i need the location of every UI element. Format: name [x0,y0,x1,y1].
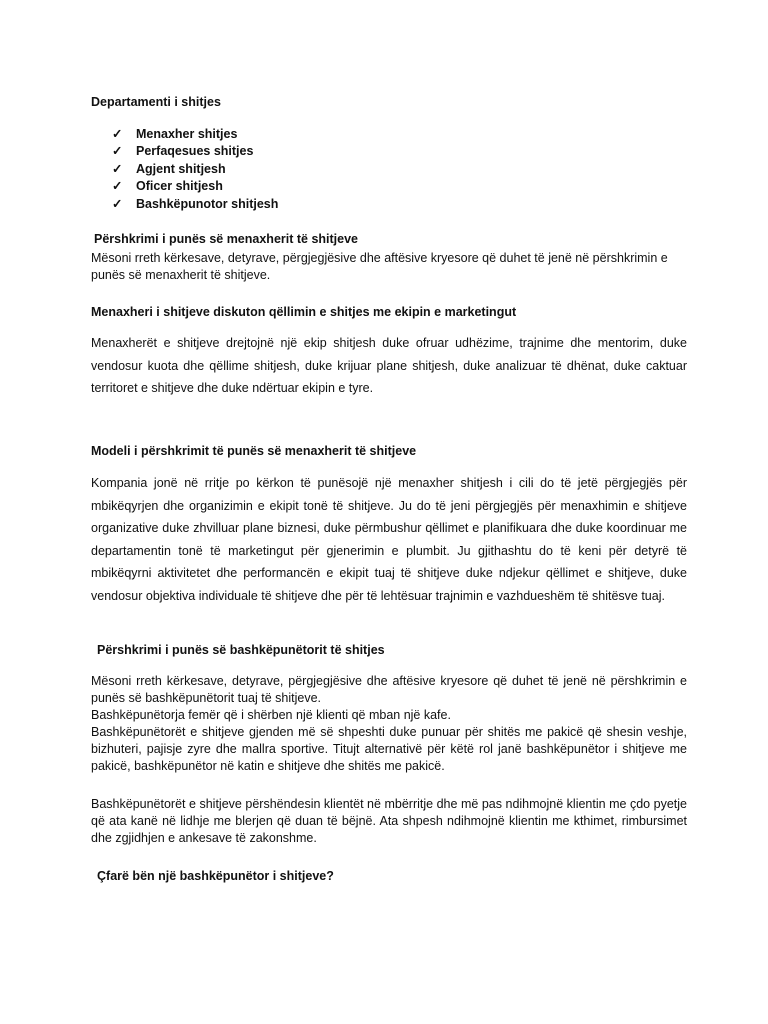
role-label: Bashkëpunotor shitjesh [136,196,279,211]
heading-sales-manager-discusses: Menaxheri i shitjeve diskuton qëllimin e shitjes me ekipin e marketingut [91,305,517,319]
checkmark-icon: ✓ [112,144,123,159]
text-line: Bashkëpunëtorja femër që i shërben një klienti që mban një kafe. [91,708,451,722]
role-label: Perfaqesues shitjes [136,144,254,159]
text-line: Mësoni rreth kërkesave, detyrave, përgjegjësive dhe aftësive kryesore që duhet të jenë në përshkrimin e punës së bashkëpunëtorit tuaj të shitjeve. [91,674,687,705]
heading-sales-department: Departamenti i shitjes [91,95,221,109]
list-item [112,161,278,178]
paragraph-sales-associate-duties: Bashkëpunëtorët e shitjeve përshëndesin klientët në mbërritje dhe më pas ndihmojnë klientin me çdo pyetje që ata kanë në lidhje me blerjen që duan të bëjnë. Ata shpesh ndihmojnë klientin me kthimet, rimbursimet dhe zgjidhjen e ankesave të zakonshme. [91,797,687,845]
heading-what-sales-associate-does: Çfarë bën një bashkëpunëtor i shitjeve? [97,869,334,883]
list-item [112,143,278,160]
paragraph-job-description-model: Kompania jonë në rritje po kërkon të punësojë një menaxher shitjesh i cili do të jetë përgjegjës për mbikëqyrjen dhe organizimin e ekipit tonë të shitjeve. Ju do të jeni përgjegjës për menaxhimin e shitjeve organizative duke zhvilluar plane biznesi, duke përmbushur qëllimet e planifikuara dhe duke koordinuar me departamentin tonë të marketingut për gjenerimin e plumbit. Ju gjithashtu do të keni për detyrë të mbikëqyrni aktivitetet dhe performancën e ekipit tuaj të shitjeve duke ndjekur qëllimet e shitjeve, duke vendosur objektiva individuale të shitjeve dhe për të lehtësuar trajnimin e vazhdueshëm të shitësve tuaj. [91,476,687,603]
paragraph-sales-manager-duties: Menaxherët e shitjeve drejtojnë një ekip shitjesh duke ofruar udhëzime, trajnime dhe mentorim, duke vendosur kuota dhe qëllime shitjesh, duke krijuar plane shitjesh, duke analizuar të dhënat, duke caktuar territoret e shitjeve dhe duke ndërtuar ekipin e tyre. [91,336,687,395]
heading-sales-associate-description: Përshkrimi i punës së bashkëpunëtorit të shitjes [97,643,385,657]
role-label: Agjent shitjesh [136,161,226,176]
paragraph-sales-associate-intro [91,673,687,775]
checkmark-icon: ✓ [112,196,123,211]
text-line: Bashkëpunëtorët e shitjeve gjenden më së shpeshti duke punuar për shitës me pakicë që shesin veshje, bizhuteri, pajisje zyre dhe mallra sportive. Titujt alternativë për këtë rol janë bashkëpunëtor i shitjeve me pakicë, bashkëpunëtor në katin e shitjeve dhe shitës me pakicë. [91,725,687,773]
list-item [112,126,278,143]
roles-checklist [112,126,278,213]
paragraph-sales-manager-intro: Mësoni rreth kërkesave, detyrave, përgjegjësive dhe aftësive kryesore që duhet të jenë në përshkrimin e punës së menaxherit të shitjeve. [91,251,668,282]
list-item [112,196,278,213]
checkmark-icon: ✓ [112,127,123,141]
heading-job-description-model: Modeli i përshkrimit të punës së menaxherit të shitjeve [91,444,417,458]
role-label: Oficer shitjesh [136,179,223,194]
list-item [112,178,278,195]
checkmark-icon: ✓ [112,179,123,194]
checkmark-icon: ✓ [112,161,123,176]
heading-sales-manager-description: Përshkrimi i punës së menaxherit të shitjeve [94,232,359,246]
role-label: Menaxher shitjes [136,127,238,141]
